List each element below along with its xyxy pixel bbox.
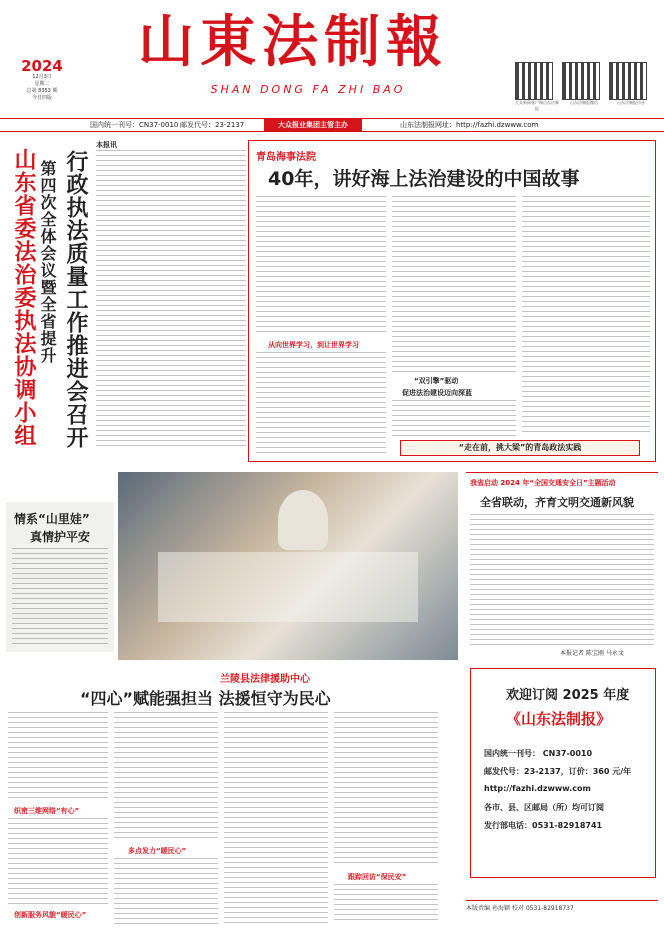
lanling-body-3 — [114, 712, 218, 840]
campaign-kicker: 我省启动 2024 年“全国交通安全日”主题活动 — [470, 479, 616, 487]
newspaper-pinyin: SHAN DONG FA ZHI BAO — [210, 83, 406, 96]
campaign-title: 全省联动，齐育文明交通新风貌 — [480, 496, 634, 509]
lead-headline-top: 行政执法质量工作推进会召开 — [63, 150, 88, 449]
feature-body-4 — [392, 400, 516, 440]
lanling-subhead-4: 跟踪回访“保民安” — [348, 873, 407, 881]
info-bar — [0, 118, 664, 132]
lanling-body-7 — [334, 884, 438, 924]
issue-weekday: 星期二 — [34, 81, 50, 87]
feature-body-5 — [522, 196, 650, 432]
subscribe-title: 欢迎订阅 2025 年度 — [506, 688, 630, 703]
lanling-body-1 — [8, 712, 108, 800]
feature-subhead-1: 从向世界学习，到让世界学习 — [268, 341, 359, 349]
lead-headline-sub: 第四次全体会议暨全省提升 — [38, 160, 57, 364]
lead-body-text — [96, 150, 246, 450]
feature-body-3 — [392, 196, 516, 372]
issue-year: 2024 — [21, 57, 63, 75]
lanling-body-5 — [224, 712, 328, 924]
feature-title: 40年，讲好海上法治建设的中国故事 — [268, 168, 580, 190]
issue-pages: 今日四版 — [31, 95, 52, 101]
subscribe-paper: 《山东法制报》 — [506, 710, 612, 728]
photo-students-icon — [158, 552, 418, 622]
lanling-body-4 — [114, 858, 218, 926]
website: 山东法制报网址：http://fazhi.dzwww.com — [400, 121, 539, 129]
subscribe-line-1: 国内统一刊号： CN37-0010 — [484, 749, 593, 758]
qr-code-icon — [562, 62, 600, 100]
lanling-body-2 — [8, 818, 108, 906]
newspaper-logo: 山東法制報 — [138, 10, 448, 75]
qr-code-icon — [609, 62, 647, 100]
side-feature-body — [12, 548, 108, 646]
lanling-subhead-2: 多点发力“暖民心” — [128, 847, 187, 855]
footer-phone: 0531-82918737 — [525, 905, 574, 912]
lanling-kicker: 兰陵县法律援助中心 — [220, 674, 310, 685]
qr-code-icon — [515, 62, 553, 100]
issue-number: 总第 8353 期 — [26, 88, 58, 94]
campaign-body — [470, 514, 654, 646]
campaign-rule — [466, 472, 658, 473]
footer-editor-name: 孙海颖 — [491, 905, 510, 912]
main-photo — [118, 472, 458, 660]
feature-body-1 — [256, 196, 386, 332]
footer-proof-label: 校对 — [511, 905, 524, 912]
qr-label: 山东法制报微信 — [570, 100, 598, 105]
feature-subhead-2: “双引擎”驱动 — [414, 377, 459, 385]
subscribe-line-3[interactable]: http://fazhi.dzwww.com — [484, 784, 591, 793]
qr-block-1 — [515, 62, 559, 112]
footer-editor-label: 本版责编 — [466, 905, 491, 912]
lanling-subhead-1: 织密三维网络“有心” — [14, 807, 80, 815]
lanling-body-6 — [334, 712, 438, 866]
cn-number: 国内统一刊号：CN37-0010 — [90, 121, 179, 129]
publisher: 大众报业集团主管主办 — [264, 119, 362, 131]
date-box — [8, 58, 76, 100]
subscribe-line-2: 邮发代号：23-2137，订价：360 元/年 — [484, 767, 632, 776]
post-code: 邮发代号：23-2137 — [180, 121, 245, 129]
subscribe-line-4: 各市、县、区邮局（所）均可订阅 — [484, 803, 604, 812]
feature-body-2 — [256, 352, 386, 456]
feature-subhead-3: 促进法治建设迈向深蓝 — [402, 389, 472, 397]
campaign-byline: 本报记者 陈宝刚 马永文 — [560, 650, 624, 657]
feature-series-banner: “走在前，挑大梁”的青岛政法实践 — [400, 440, 640, 456]
lanling-subhead-3: 创新服务风貌“暖民心” — [14, 911, 87, 919]
lanling-title: “四心”赋能强担当 法援恒守为民心 — [80, 689, 331, 708]
feature-kicker: 青岛海事法院 — [256, 152, 316, 163]
qr-label: 山东法制报抖音 — [617, 100, 645, 105]
photo-officer-icon — [278, 490, 328, 550]
side-feature-title-b: 真情护平安 — [30, 530, 91, 544]
lead-byline: 本报讯 — [96, 141, 117, 149]
subscribe-line-5: 发行部电话：0531-82918741 — [484, 821, 603, 830]
qr-block-2 — [562, 62, 606, 106]
qr-label: 大众新闻客户端山东法制报 — [515, 100, 559, 111]
page-footer — [466, 900, 658, 916]
lead-headline-main: 山东省委法治委执法协调小组 — [11, 148, 36, 447]
issue-date: 12月3日 — [32, 74, 52, 80]
side-feature-title-a: 情系“山里娃” — [14, 512, 90, 526]
qr-block-3 — [609, 62, 653, 106]
